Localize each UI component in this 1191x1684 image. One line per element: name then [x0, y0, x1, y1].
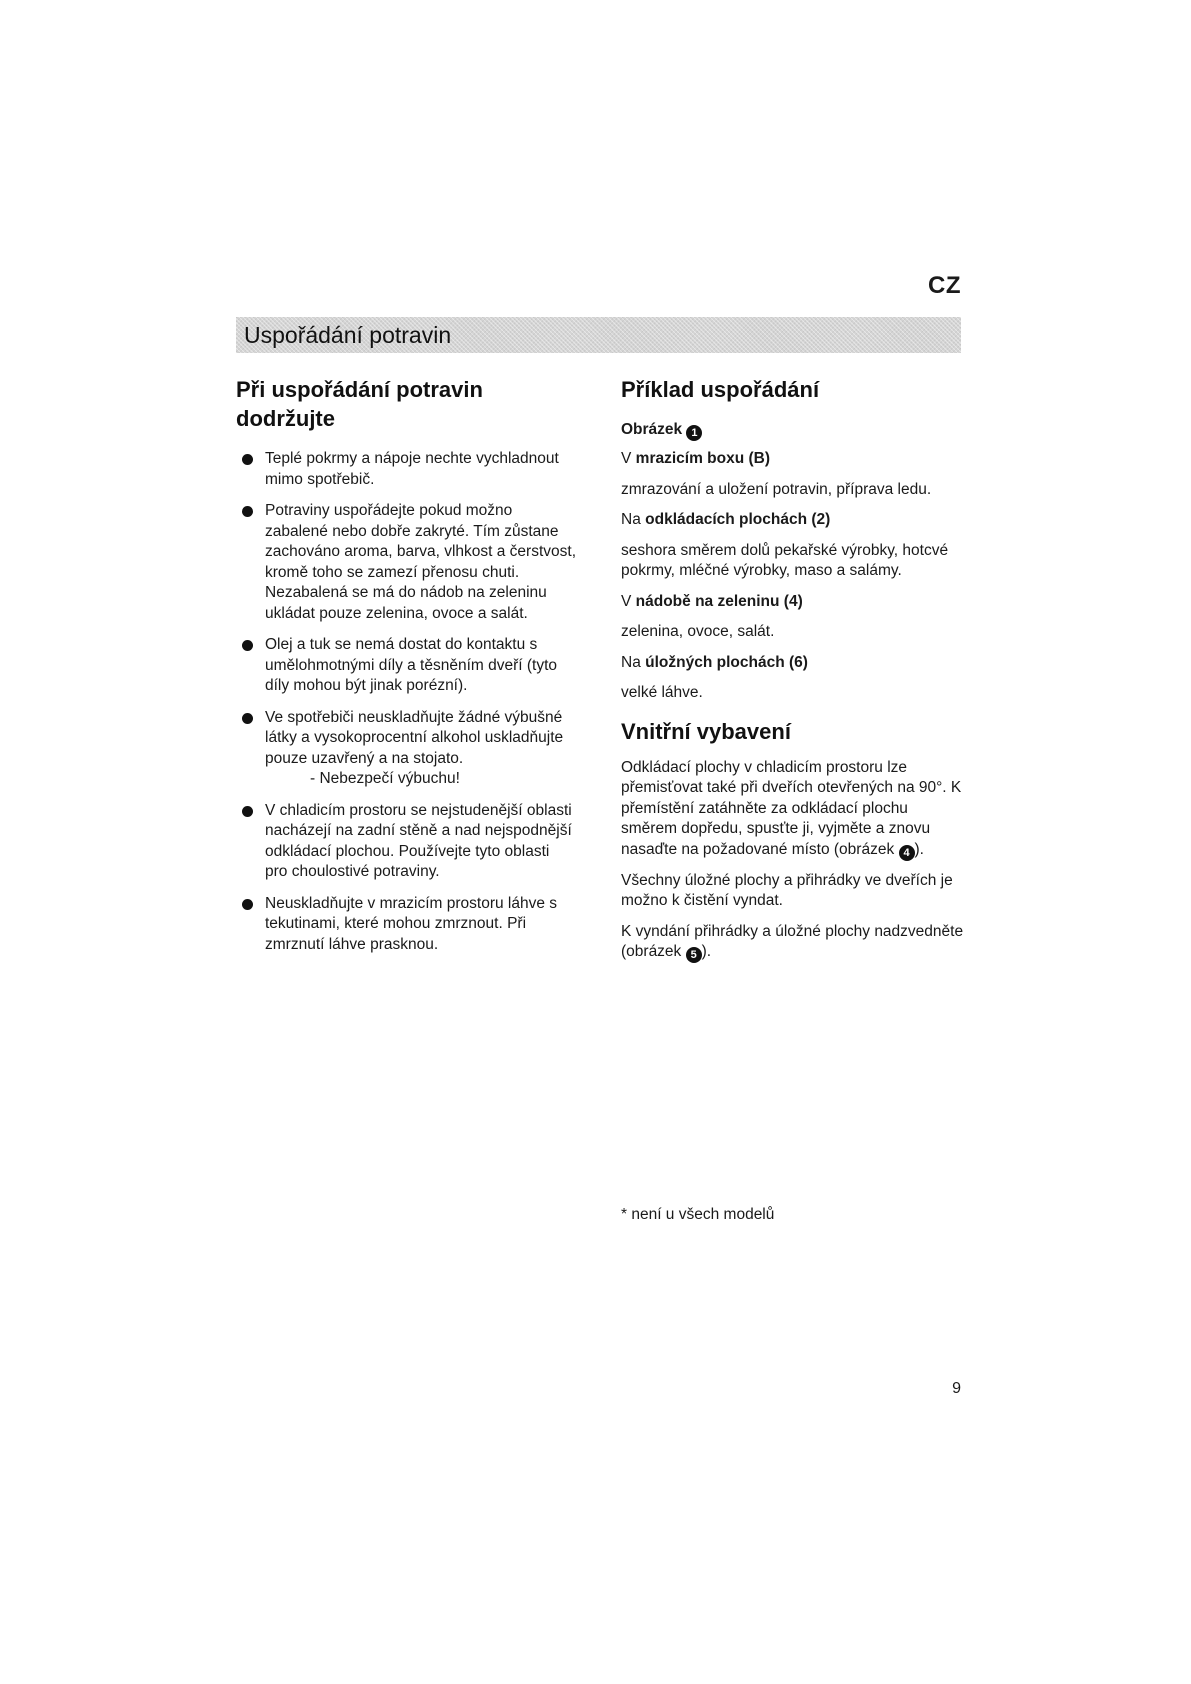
shelves-text: Odkládací plochy v chladicím prostoru lze přemisťovat také při dveřích otevřených na 90°. K přemístění zatáhněte za odkládací plochu směrem dopředu, spusťte ji, vyjměte a znovu nasaďte na požadované místo (obrázek	[621, 758, 962, 858]
figure-label: Obrázek	[621, 421, 683, 438]
figure-number-icon: 4	[899, 845, 915, 861]
list-item	[236, 708, 576, 790]
zone-title	[621, 510, 966, 531]
lift-text-end: ).	[701, 943, 712, 960]
lift-text: K vyndání přihrádky a úložné plochy nadzvedněte (obrázek	[621, 922, 964, 960]
list-item-text: Teplé pokrmy a nápoje nechte vychladnout mimo spotřebič.	[265, 450, 559, 488]
zone-name: nádobě na zeleninu (4)	[635, 592, 803, 610]
zone-prefix: V	[621, 450, 632, 467]
list-item-text: V chladicím prostoru se nejstudenější oblasti nacházejí na zadní stěně a nad nejspodnější odkládací plochou. Používejte tyto oblasti pro choulostivé potraviny.	[265, 801, 572, 880]
bullet-icon	[242, 899, 253, 910]
list-item-text: Neuskladňujte v mrazicím prostoru láhve s tekutinami, které mohou zmrznout. Při zmrznutí láhve prasknou.	[265, 894, 558, 953]
list-item-text: Ve spotřebiči neuskladňujte žádné výbušné látky a vysokoprocentní alkohol uskladňujte pouze uzavřený a na stojato.	[265, 708, 564, 767]
bullet-icon	[242, 640, 253, 651]
list-item	[236, 894, 576, 956]
zone-description: seshora směrem dolů pekařské výrobky, hotcvé pokrmy, mléčné výrobky, maso a salámy.	[621, 541, 949, 579]
right-column	[621, 375, 966, 973]
zone-description: velké láhve.	[621, 684, 703, 701]
zone-name: odkládacích plochách (2)	[645, 511, 831, 528]
removal-paragraph: Všechny úložné plochy a přihrádky ve dveřích je možno k čistění vyndat.	[621, 871, 953, 909]
arrangement-heading: Příklad uspořádání	[621, 377, 820, 402]
zone-prefix: Na	[621, 653, 641, 671]
figure-number-icon: 5	[686, 947, 702, 963]
list-item	[236, 501, 576, 624]
shelves-text-end: ).	[914, 840, 924, 858]
left-heading: Při uspořádání potravin dodržujte	[236, 377, 483, 431]
zone-title	[621, 653, 966, 674]
page-number: 9	[952, 1380, 961, 1397]
zone-title	[621, 592, 966, 613]
interior-heading: Vnitřní vybavení	[621, 718, 791, 744]
list-item	[236, 449, 576, 490]
tips-list	[236, 449, 576, 955]
zone-prefix: V	[621, 592, 632, 610]
list-item	[236, 635, 576, 697]
section-title-bar	[236, 317, 961, 353]
zone-description: zmrazování a uložení potravin, příprava ledu.	[621, 480, 932, 498]
lift-paragraph	[621, 922, 966, 964]
bullet-icon	[242, 713, 253, 724]
figure-reference	[621, 420, 966, 441]
bullet-icon	[242, 806, 253, 817]
bullet-icon	[242, 506, 253, 517]
zone-description: zelenina, ovoce, salát.	[621, 623, 775, 640]
zone-prefix: Na	[621, 511, 641, 528]
language-code: CZ	[928, 272, 961, 299]
zone-title	[621, 449, 966, 470]
shelves-paragraph	[621, 758, 966, 861]
zone-name: úložných plochách (6)	[645, 653, 808, 671]
explosion-warning: - Nebezpečí výbuchu!	[310, 770, 460, 787]
list-item	[236, 801, 576, 883]
bullet-icon	[242, 454, 253, 465]
section-title: Uspořádání potravin	[244, 322, 452, 348]
list-item-text: Potraviny uspořádejte pokud možno zabalené nebo dobře zakryté. Tím zůstane zachováno aroma, barva, vlhkost a čerstvost, kromě toho se zamezí přenosu chuti. Nezabalená se má do nádob na zeleninu ukládat pouze zelenina, ovoce a salát.	[265, 502, 577, 622]
list-item-text: Olej a tuk se nemá dostat do kontaktu s umělohmotnými díly a těsněním dveří (tyto díly mohou být jinak porézní).	[265, 636, 558, 694]
zone-name: mrazicím boxu (B)	[635, 450, 771, 467]
left-column	[236, 375, 576, 966]
figure-number-icon: 1	[686, 425, 702, 441]
footnote: * není u všech modelů	[621, 1206, 775, 1223]
